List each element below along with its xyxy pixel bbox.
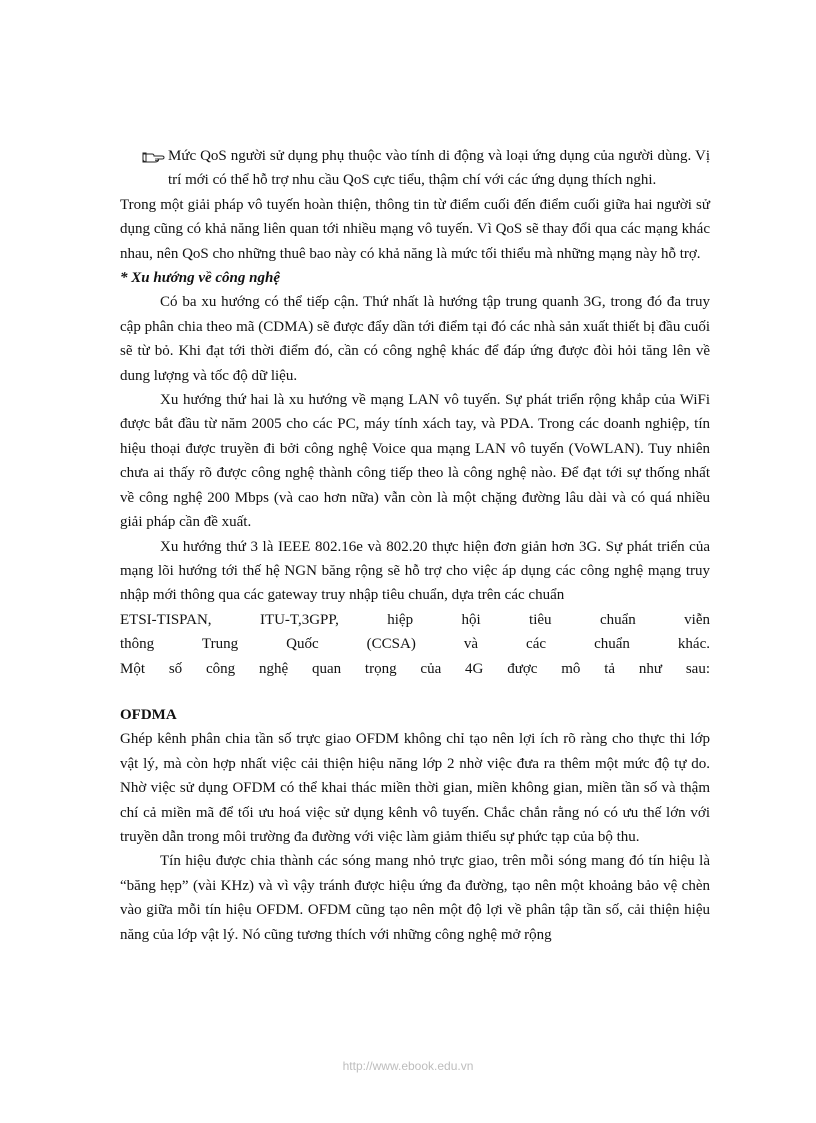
paragraph-trend-2: Xu hướng thứ hai là xu hướng về mạng LAN vô tuyến. Sự phát triển rộng khắp của WiFi được bắt đầu từ năm 2005 cho các PC, máy tính xách tay, và PDA. Trong các doanh nghiệp, tín hiệu thoại được truyền đi bởi công nghệ Voice qua mạng LAN vô tuyến (VoWLAN). Tuy nhiên chưa ai thấy rõ được công nghệ thành công tiếp theo là công nghệ nào. Để đạt tới sự thống nhất về công nghệ 200 Mbps (và cao hơn nữa) vẫn còn là một chặng đường lâu dài và có quá nhiều giải pháp cần đề xuất. [120,392,710,531]
standards-line-1: ETSI-TISPAN, ITU-T,3GPP, hiệp hội tiêu chuẩn viễn [120,611,710,628]
bullet-item [120,144,710,193]
footer-url: http://www.ebook.edu.vn [342,1059,474,1073]
paragraph-end-to-end: Trong một giải pháp vô tuyến hoàn thiện, thông tin từ điểm cuối đến điểm cuối giữa hai người sử dụng cũng có khả năng liên quan tới nhiều mạng vô tuyến. Vì QoS sẽ thay đổi qua các mạng khác nhau, nên QoS cho những thuê bao này có khả năng là mức tối thiểu mà những mạng này hỗ trợ. [120,196,710,262]
page-content [120,144,710,947]
standards-line-2: thông Trung Quốc (CCSA) và các chuẩn khác. [120,636,710,653]
heading-ofdma: OFDMA [120,706,177,723]
section-gap [120,681,710,703]
paragraph-trend-3: Xu hướng thứ 3 là IEEE 802.16e và 802.20 thực hiện đơn giản hơn 3G. Sự phát triển của mạng lõi hướng tới thế hệ NGN băng rộng sẽ hỗ trợ cho việc áp dụng các công nghệ mạng truy nhập mới thông qua các gateway truy nhập tiêu chuẩn, dựa trên các chuẩn [120,538,710,604]
pointing-hand-icon [142,147,166,161]
bullet-text: Mức QoS người sử dụng phụ thuộc vào tính di động và loại ứng dụng của người dùng. Vị trí mới có thể hỗ trợ nhu cầu QoS cực tiểu, thậm chí với các ứng dụng thích nghi. [168,148,710,189]
paragraph-ofdma-1: Ghép kênh phân chia tần số trực giao OFDM không chỉ tạo nên lợi ích rõ ràng cho thực thi lớp vật lý, mà còn hợp nhất việc cải thiện hiệu năng lớp 2 nhờ việc đưa ra thêm một mức độ tự do. Nhờ việc sử dụng OFDM có thể khai thác miền thời gian, miền không gian, miền tần số và thậm chí cả miền mã để tối ưu hoá việc sử dụng kênh vô tuyến. Chắc chắn rằng nó có ưu thế lớn với truyền dẫn trong môi trường đa đường với việc làm giảm thiểu sự phức tạp của bộ thu. [120,731,710,845]
paragraph-trend-1: Có ba xu hướng có thể tiếp cận. Thứ nhất là hướng tập trung quanh 3G, trong đó đa truy cập phân chia theo mã (CDMA) sẽ được đẩy dần tới điểm tại đó các nhà sản xuất thiết bị đầu cuối sẽ từ bỏ. Khi đạt tới thời điểm đó, cần có công nghệ khác để đáp ứng được đòi hỏi tăng lên về dung lượng và tốc độ dữ liệu. [120,294,710,384]
heading-technology-trends: * Xu hướng về công nghệ [120,270,280,287]
paragraph-ofdma-2: Tín hiệu được chia thành các sóng mang nhỏ trực giao, trên mỗi sóng mang đó tín hiệu là “băng hẹp” (vài KHz) và vì vậy tránh được hiệu ứng đa đường, tạo nên một khoảng bảo vệ chèn vào giữa mỗi tín hiệu OFDM. OFDM cũng tạo nên một độ lợi về phân tập tần số, cải thiện hiệu năng của lớp vật lý. Nó cũng tương thích với những công nghệ mở rộng [120,853,710,943]
standards-line-3: Một số công nghệ quan trọng của 4G được mô tả như sau: [120,660,710,677]
